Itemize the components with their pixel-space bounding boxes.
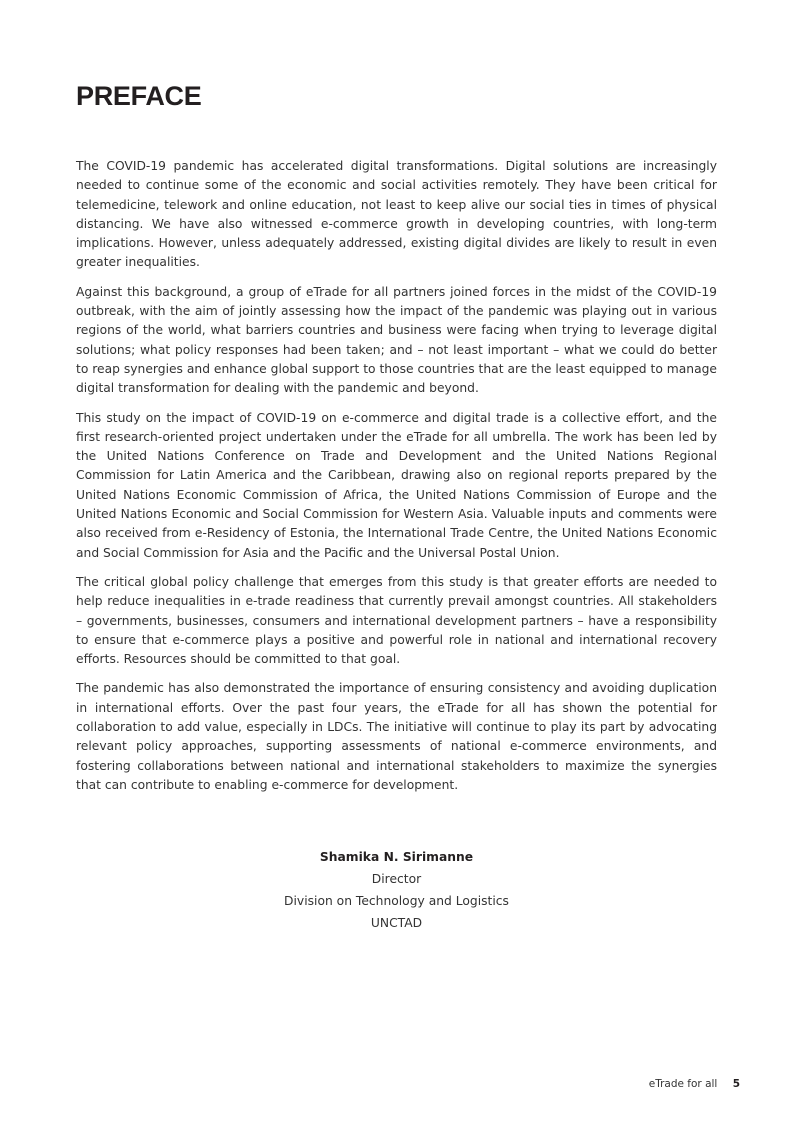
preface-body [76, 157, 717, 805]
paragraph: This study on the impact of COVID-19 on e-commerce and digital trade is a collective effort, and the first research-oriented project undertaken under the eTrade for all umbrella. The work has been led by the United Nations Conference on Trade and Development and the United Nations Regional Commission for Latin America and the Caribbean, drawing also on regional reports prepared by the United Nations Economic Commission of Africa, the United Nations Commission of Europe and the United Nations Economic and Social Commission for Western Asia. Valuable inputs and comments were also received from e-Residency of Estonia, the International Trade Centre, the United Nations Economic and Social Commission for Asia and the Pacific and the Universal Postal Union. [76, 410, 717, 560]
signatory-division: Division on Technology and Logistics [284, 894, 509, 908]
paragraph: The COVID-19 pandemic has accelerated digital transformations. Digital solutions are increasingly needed to continue some of the economic and social activities remotely. They have been critical for telemedicine, telework and online education, not least to keep alive our social ties in times of physical distancing. We have also witnessed e-commerce growth in developing countries, with long-term implications. However, unless adequately addressed, existing digital divides are likely to result in even greater inequalities. [76, 159, 717, 270]
signatory-organization: UNCTAD [370, 916, 423, 930]
page-number: 5 [732, 1078, 740, 1090]
footer-publication-title: eTrade for all [648, 1078, 718, 1090]
paragraph: The pandemic has also demonstrated the importance of ensuring consistency and avoiding duplication in international efforts. Over the past four years, the eTrade for all has shown the potential for collaboration to add value, especially in LDCs. The initiative will continue to play its part by advocating relevant policy approaches, supporting assessments of national e-commerce environments, and fostering collaborations between national and international stakeholders to maximize the synergies that can contribute to enabling e-commerce for development. [76, 681, 717, 792]
page-footer [649, 1078, 740, 1090]
signature-block [76, 846, 717, 934]
signatory-role: Director [371, 872, 422, 886]
paragraph: The critical global policy challenge that emerges from this study is that greater efforts are needed to help reduce inequalities in e-trade readiness that currently prevail amongst countries. All stakeholders – governments, businesses, consumers and international development partners – have a responsibility to ensure that e-commerce plays a positive and powerful role in national and international recovery efforts. Resources should be committed to that goal. [76, 574, 717, 667]
signatory-name: Shamika N. Sirimanne [319, 850, 474, 864]
paragraph: Against this background, a group of eTrade for all partners joined forces in the midst of the COVID-19 outbreak, with the aim of jointly assessing how the impact of the pandemic was playing out in various regions of the world, what barriers countries and business were facing when trying to leverage digital solutions; what policy responses had been taken; and – not least important – what we could do better to reap synergies and enhance global support to those countries that are the least equipped to manage digital transformation for dealing with the pandemic and beyond. [76, 284, 717, 396]
page-title: PREFACE [76, 81, 202, 111]
